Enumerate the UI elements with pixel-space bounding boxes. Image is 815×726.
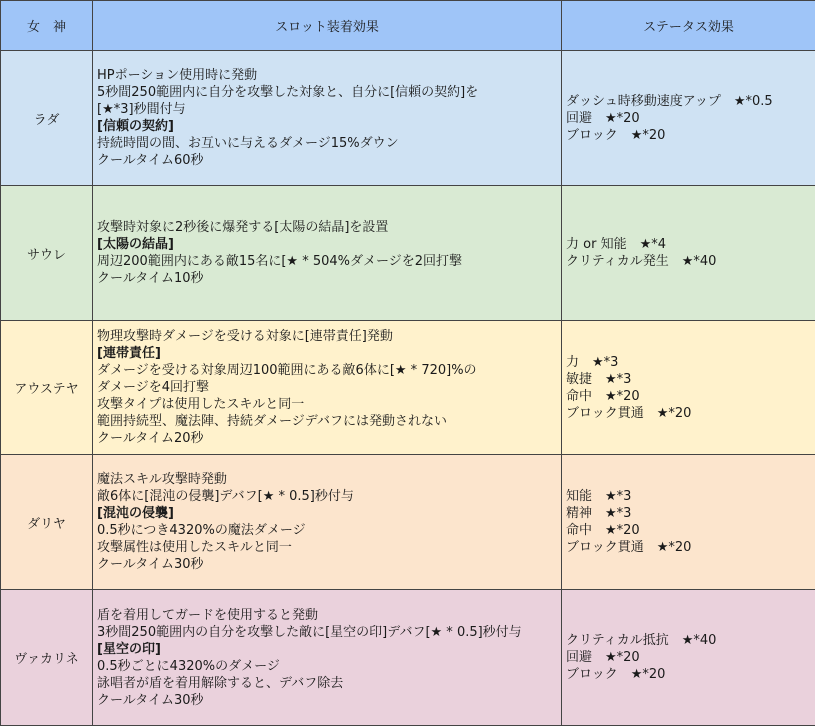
goddess-name: ダリヤ bbox=[1, 455, 93, 590]
effect-line: クールタイム20秒 bbox=[97, 431, 204, 446]
effect-line: 敵6体に[混沌の侵襲]デバフ[★ * 0.5]秒付与 bbox=[97, 489, 354, 504]
effect-line: 魔法スキル攻撃時発動 bbox=[97, 472, 227, 487]
effect-line: 範囲持続型、魔法陣、持続ダメージデバフには発動されない bbox=[97, 414, 447, 429]
effect-name-line: [太陽の結晶] bbox=[97, 237, 174, 252]
effect-line: クールタイム10秒 bbox=[97, 271, 204, 286]
status-line: 精神 ★*3 bbox=[566, 506, 632, 521]
status-line: 回避 ★*20 bbox=[566, 110, 640, 126]
effect-line: クールタイム30秒 bbox=[97, 692, 204, 708]
status-effect-cell bbox=[562, 51, 815, 186]
effect-line: HPポーション使用時に発動 bbox=[97, 68, 258, 83]
effect-line: 詠唱者が盾を着用解除すると、デバフ除去 bbox=[97, 675, 344, 691]
effect-line: 攻撃タイプは使用したスキルと同一 bbox=[97, 397, 305, 412]
slot-effect-cell bbox=[93, 186, 562, 321]
status-line: 命中 ★*20 bbox=[566, 388, 640, 404]
header-slot-effect: スロット装着効果 bbox=[93, 1, 562, 51]
status-line: ダッシュ時移動速度アップ ★*0.5 bbox=[566, 93, 773, 109]
effect-line: [★*3]秒間付与 bbox=[97, 102, 186, 117]
effect-line: ダメージを4回打撃 bbox=[97, 380, 210, 395]
table-row bbox=[1, 51, 815, 186]
effect-line: 5秒間250範囲内に自分を攻撃した対象と、自分に[信頼の契約]を bbox=[97, 85, 479, 100]
effect-line: 持続時間の間、お互いに与えるダメージ15%ダウン bbox=[97, 136, 399, 151]
effect-name-line: [混沌の侵襲] bbox=[97, 506, 174, 521]
status-line: 命中 ★*20 bbox=[566, 523, 640, 538]
status-line: ブロック貫通 ★*20 bbox=[566, 405, 692, 421]
effect-line: 盾を着用してガードを使用すると発動 bbox=[97, 607, 319, 623]
effect-line: 攻撃時対象に2秒後に爆発する[太陽の結晶]を設置 bbox=[97, 220, 389, 235]
status-line: 知能 ★*3 bbox=[566, 489, 632, 504]
goddess-name: サウレ bbox=[1, 186, 93, 321]
effect-name-line: [信頼の契約] bbox=[97, 119, 174, 134]
status-effect-cell bbox=[562, 455, 815, 590]
status-line: 敏捷 ★*3 bbox=[566, 371, 632, 387]
table-row bbox=[1, 321, 815, 455]
effect-line: クールタイム60秒 bbox=[97, 153, 204, 168]
status-effect-cell bbox=[562, 186, 815, 321]
header-status-effect: ステータス効果 bbox=[562, 1, 815, 51]
status-line: クリティカル発生 ★*40 bbox=[566, 254, 717, 269]
effect-name-line: [連帯責任] bbox=[97, 346, 161, 361]
header-row bbox=[1, 1, 815, 51]
status-line: ブロック貫通 ★*20 bbox=[566, 540, 692, 555]
status-line: 回避 ★*20 bbox=[566, 650, 640, 665]
header-goddess: 女 神 bbox=[1, 1, 93, 51]
status-line: 力 or 知能 ★*4 bbox=[566, 237, 666, 252]
status-line: ブロック ★*20 bbox=[566, 127, 666, 143]
effect-line: 物理攻撃時ダメージを受ける対象に[連帯責任]発動 bbox=[97, 329, 393, 344]
goddess-name: ヴァカリネ bbox=[1, 590, 93, 726]
effect-line: ダメージを受ける対象周辺100範囲にある敵6体に[★ * 720]%の bbox=[97, 363, 477, 378]
effect-line: 攻撃属性は使用したスキルと同一 bbox=[97, 540, 292, 555]
table-row bbox=[1, 590, 815, 726]
status-line: ブロック ★*20 bbox=[566, 667, 666, 682]
status-line: 力 ★*3 bbox=[566, 354, 619, 370]
table-row bbox=[1, 455, 815, 590]
slot-effect-cell bbox=[93, 51, 562, 186]
effect-line: 0.5秒ごとに4320%のダメージ bbox=[97, 658, 280, 674]
effect-line: 0.5秒につき4320%の魔法ダメージ bbox=[97, 523, 306, 538]
status-effect-cell bbox=[562, 321, 815, 455]
effect-line: 3秒間250範囲内の自分を攻撃した敵に[星空の印]デバフ[★ * 0.5]秒付与 bbox=[97, 624, 522, 640]
effect-line: 周辺200範囲内にある敵15名に[★ * 504%ダメージを2回打撃 bbox=[97, 254, 463, 269]
effect-name-line: [星空の印] bbox=[97, 641, 161, 657]
slot-effect-cell bbox=[93, 455, 562, 590]
slot-effect-cell bbox=[93, 321, 562, 455]
table-body bbox=[1, 51, 815, 726]
table-row bbox=[1, 186, 815, 321]
goddess-name: ラダ bbox=[1, 51, 93, 186]
effect-line: クールタイム30秒 bbox=[97, 557, 204, 572]
status-effect-cell bbox=[562, 590, 815, 726]
slot-effect-cell bbox=[93, 590, 562, 726]
status-line: クリティカル抵抗 ★*40 bbox=[566, 633, 717, 648]
goddess-name: アウステヤ bbox=[1, 321, 93, 455]
